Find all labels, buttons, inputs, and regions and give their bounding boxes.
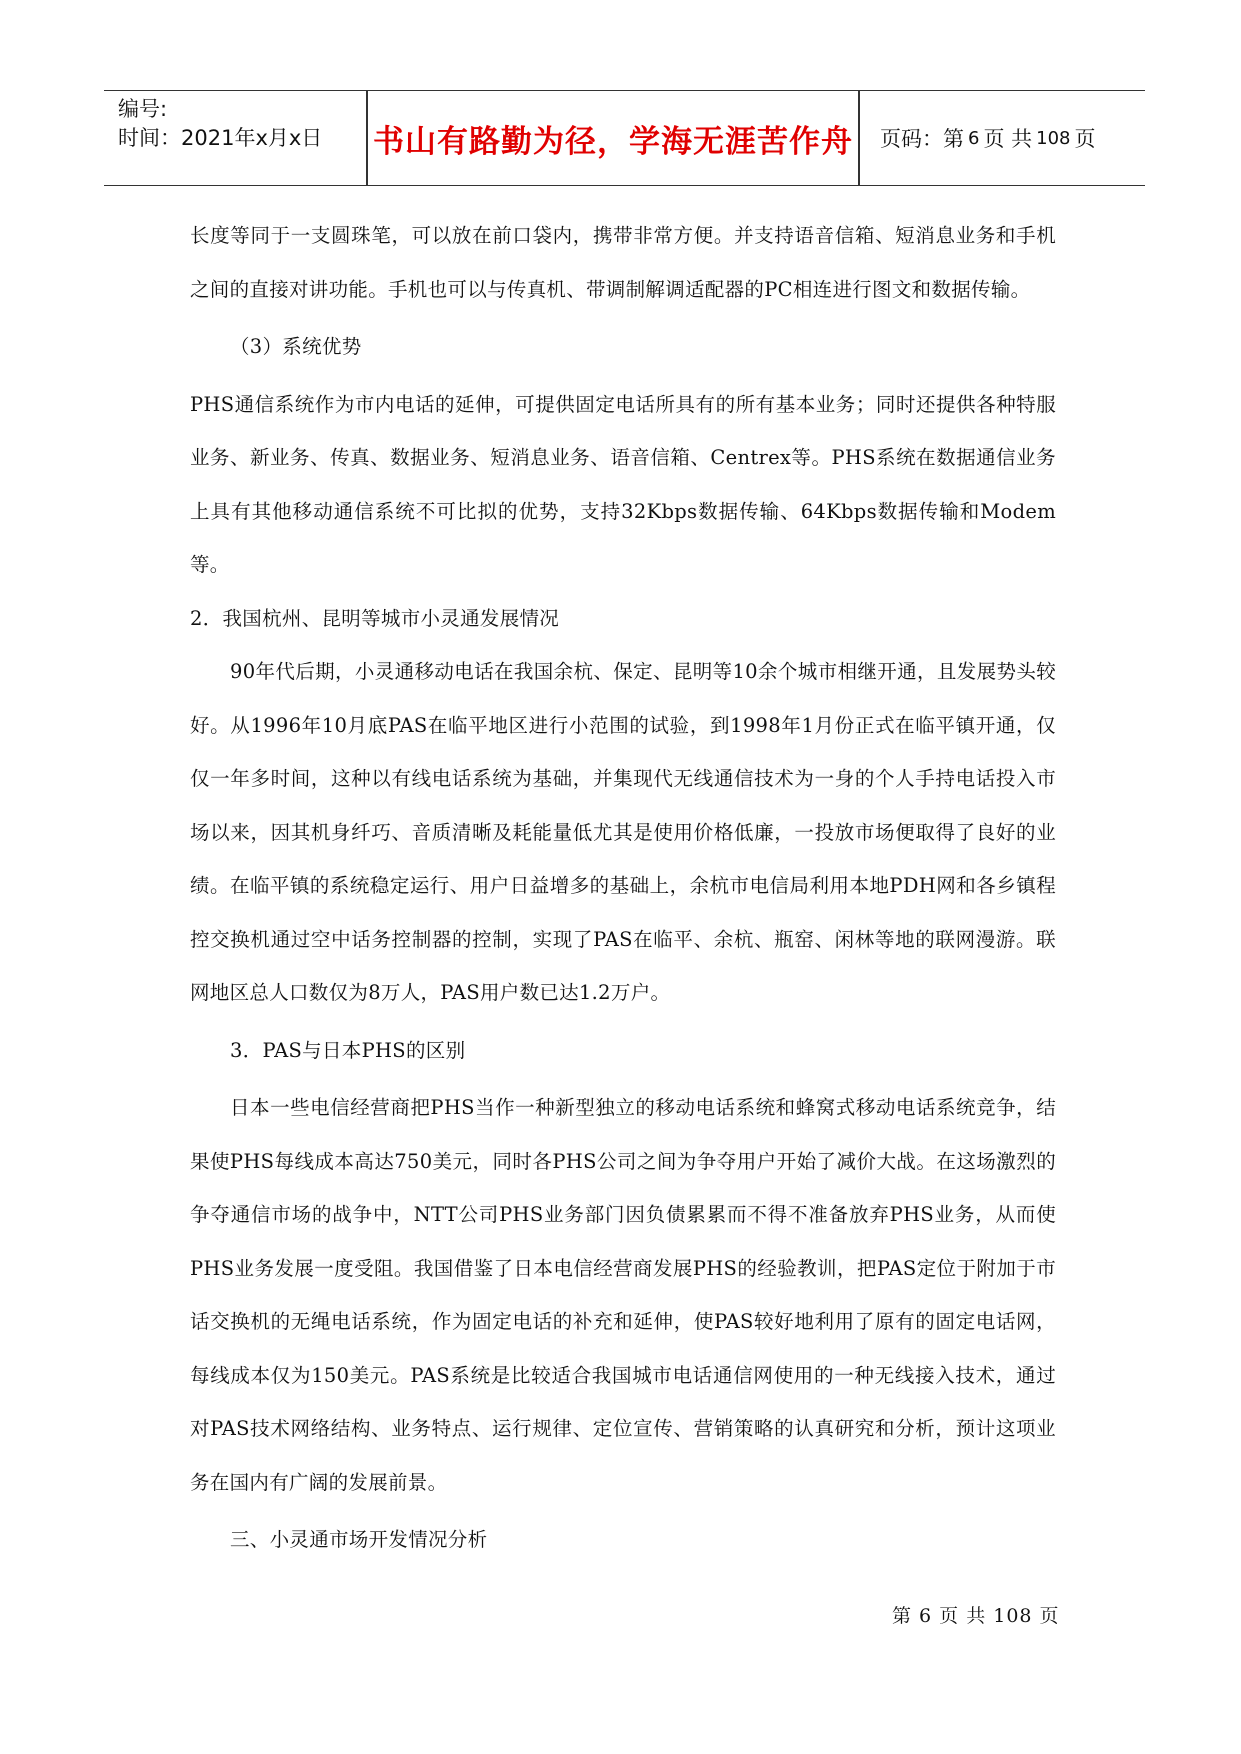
page-suffix: 页	[1074, 127, 1096, 151]
page-number: 6	[968, 127, 980, 149]
page-footer: 第 6 页 共 108 页	[892, 1605, 1060, 1627]
page-mid: 页 共	[983, 127, 1033, 151]
section-heading: 三、小灵通市场开发情况分析	[230, 1528, 488, 1551]
page-prefix: 页码：第	[880, 127, 964, 151]
paragraph: PHS通信系统作为市内电话的延伸，可提供固定电话所具有的所有基本业务；同时还提供各种特服业务、新业务、传真、数据业务、短消息业务、语音信箱、Centrex等。PHS系统在数据通信业务上具有其他移动通信系统不可比拟的优势，支持32Kbps数据传输、64Kbps数据传输和Modem等。	[190, 392, 1056, 576]
paragraph: 日本一些电信经营商把PHS当作一种新型独立的移动电话系统和蜂窝式移动电话系统竞争，结果使PHS每线成本高达750美元，同时各PHS公司之间为争夺用户开始了减价大战。在这场激烈的争夺通信市场的战争中，NTT公司PHS业务部门因负债累累而不得不准备放弃PHS业务，从而使PHS业务发展一度受阻。我国借鉴了日本电信经营商发展PHS的经验教训，把PAS定位于附加于市话交换机的无绳电话系统，作为固定电话的补充和延伸，使PAS较好地利用了原有的固定电话网，每线成本仅为150美元。PAS系统是比较适合我国城市电话通信网使用的一种无线接入技术，通过对PAS技术网络结构、业务特点、运行规律、定位宣传、营销策略的认真研究和分析，预计这项业务在国内有广阔的发展前景。	[190, 1096, 1056, 1494]
paragraph: 长度等同于一支圆珠笔，可以放在前口袋内，携带非常方便。并支持语音信箱、短消息业务和手机之间的直接对讲功能。手机也可以与传真机、带调制解调适配器的PC相连进行图文和数据传输。	[190, 224, 1056, 301]
document-body	[190, 209, 1056, 1567]
page-total: 108	[1036, 127, 1071, 149]
section-heading: （3）系统优势	[230, 335, 362, 358]
header-meta	[118, 95, 368, 153]
page-header	[104, 90, 1145, 186]
header-page-indicator	[860, 91, 1145, 185]
date-label: 时间：2021年x月x日	[118, 126, 323, 150]
section-heading: 3．PAS与日本PHS的区别	[230, 1038, 466, 1062]
header-motto: 书山有路勤为径，学海无涯苦作舟	[373, 123, 853, 160]
serial-number-label: 编号:	[118, 97, 168, 121]
section-heading: 2．我国杭州、昆明等城市小灵通发展情况	[190, 606, 560, 630]
paragraph: 90年代后期，小灵通移动电话在我国余杭、保定、昆明等10余个城市相继开通，且发展势头较好。从1996年10月底PAS在临平地区进行小范围的试验，到1998年1月份正式在临平镇开通，仅仅一年多时间，这种以有线电话系统为基础，并集现代无线通信技术为一身的个人手持电话投入市场以来，因其机身纤巧、音质清晰及耗能量低尤其是使用价格低廉，一投放市场便取得了良好的业绩。在临平镇的系统稳定运行、用户日益增多的基础上，余杭市电信局利用本地PDH网和各乡镇程控交换机通过空中话务控制器的控制，实现了PAS在临平、余杭、瓶窑、闲林等地的联网漫游。联网地区总人口数仅为8万人，PAS用户数已达1.2万户。	[190, 660, 1056, 1004]
